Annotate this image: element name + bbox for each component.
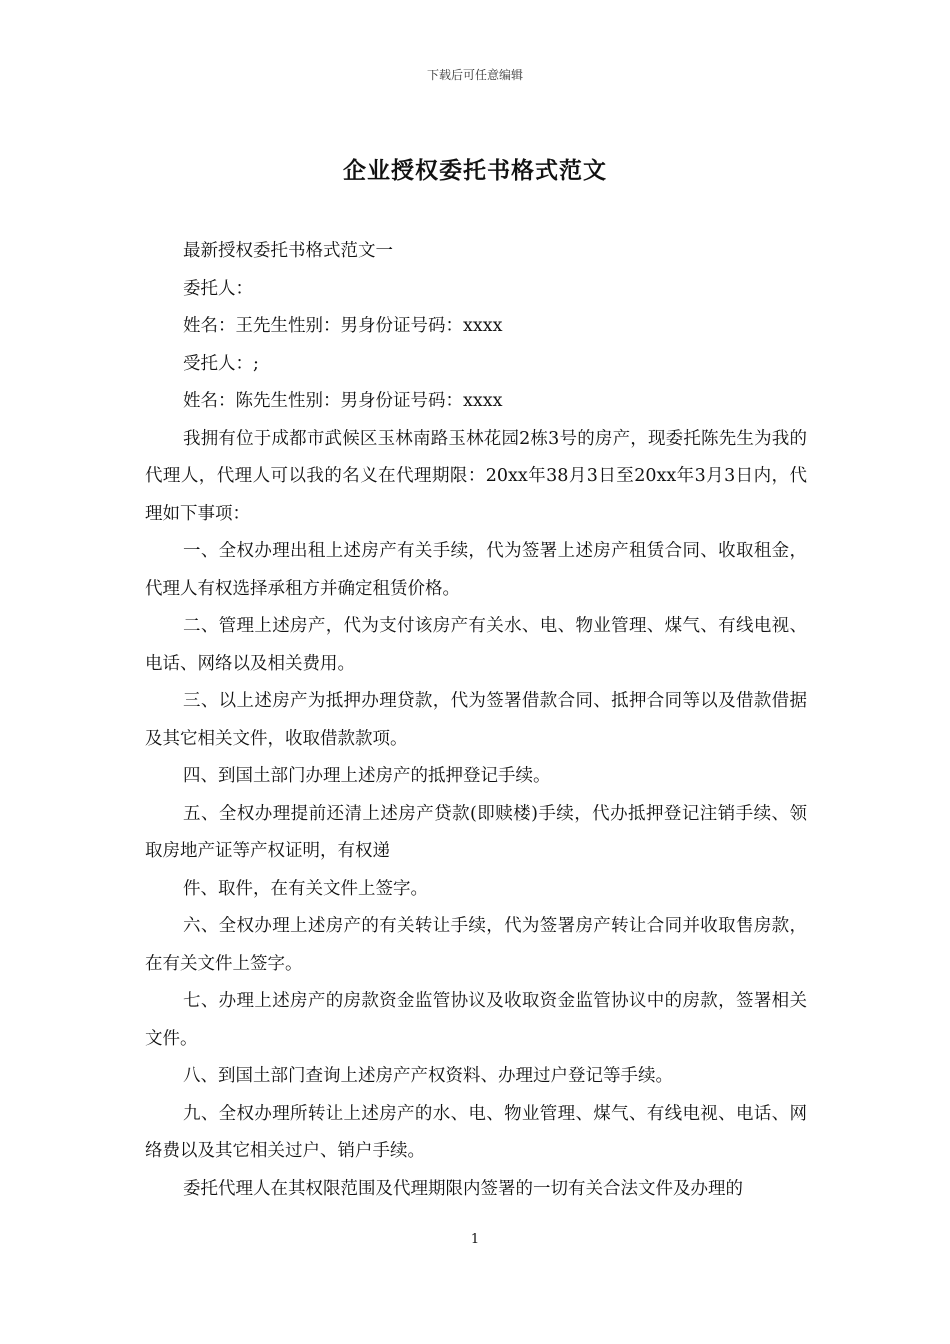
paragraph-item-4: 四、到国土部门办理上述房产的抵押登记手续。 <box>183 766 551 786</box>
paragraph-property-statement: 我拥有位于成都市武候区玉林南路玉林花园2栋3号的房产，现委托陈先生为我的代理人，代理人可以我的名义在代理期限：20xx年38月3日至20xx年3月3日内，代理如下事项： <box>145 428 807 524</box>
paragraph-agent-label: 受托人：; <box>183 353 259 374</box>
paragraph-agent-details: 姓名：陈先生性别：男身份证号码：xxxx <box>183 391 503 411</box>
header-note: 下载后可任意编辑 <box>426 68 523 82</box>
document-body <box>145 233 807 1208</box>
paragraph-item-5: 五、全权办理提前还清上述房产贷款(即赎楼)手续，代办抵押登记注销手续、领取房地产证等产权证明，有权递 <box>145 803 807 861</box>
document-title: 企业授权委托书格式范文 <box>343 157 607 184</box>
paragraph-item-1: 一、全权办理出租上述房产有关手续，代为签署上述房产租赁合同、收取租金，代理人有权选择承租方并确定租赁价格。 <box>145 541 807 599</box>
paragraph-item-5-continued: 件、取件，在有关文件上签字。 <box>183 878 428 899</box>
page-number: 1 <box>470 1232 480 1247</box>
paragraph-heading-sample-one: 最新授权委托书格式范文一 <box>183 241 393 261</box>
paragraph-principal-label: 委托人： <box>183 278 253 299</box>
paragraph-item-9: 九、全权办理所转让上述房产的水、电、物业管理、煤气、有线电视、电话、网络费以及其它相关过户、销户手续。 <box>145 1103 807 1161</box>
paragraph-item-3: 三、以上述房产为抵押办理贷款，代为签署借款合同、抵押合同等以及借款借据及其它相关文件，收取借款款项。 <box>145 691 807 749</box>
paragraph-principal-details: 姓名：王先生性别：男身份证号码：xxxx <box>183 316 503 336</box>
paragraph-item-6: 六、全权办理上述房产的有关转让手续，代为签署房产转让合同并收取售房款，在有关文件上签字。 <box>145 916 807 974</box>
paragraph-item-2: 二、管理上述房产，代为支付该房产有关水、电、物业管理、煤气、有线电视、电话、网络以及相关费用。 <box>145 616 807 674</box>
paragraph-closing-partial: 委托代理人在其权限范围及代理期限内签署的一切有关合法文件及办理的 <box>183 1178 743 1199</box>
paragraph-item-8: 八、到国土部门查询上述房产产权资料、办理过户登记等手续。 <box>183 1066 673 1086</box>
paragraph-item-7: 七、办理上述房产的房款资金监管协议及收取资金监管协议中的房款，签署相关文件。 <box>145 991 807 1049</box>
